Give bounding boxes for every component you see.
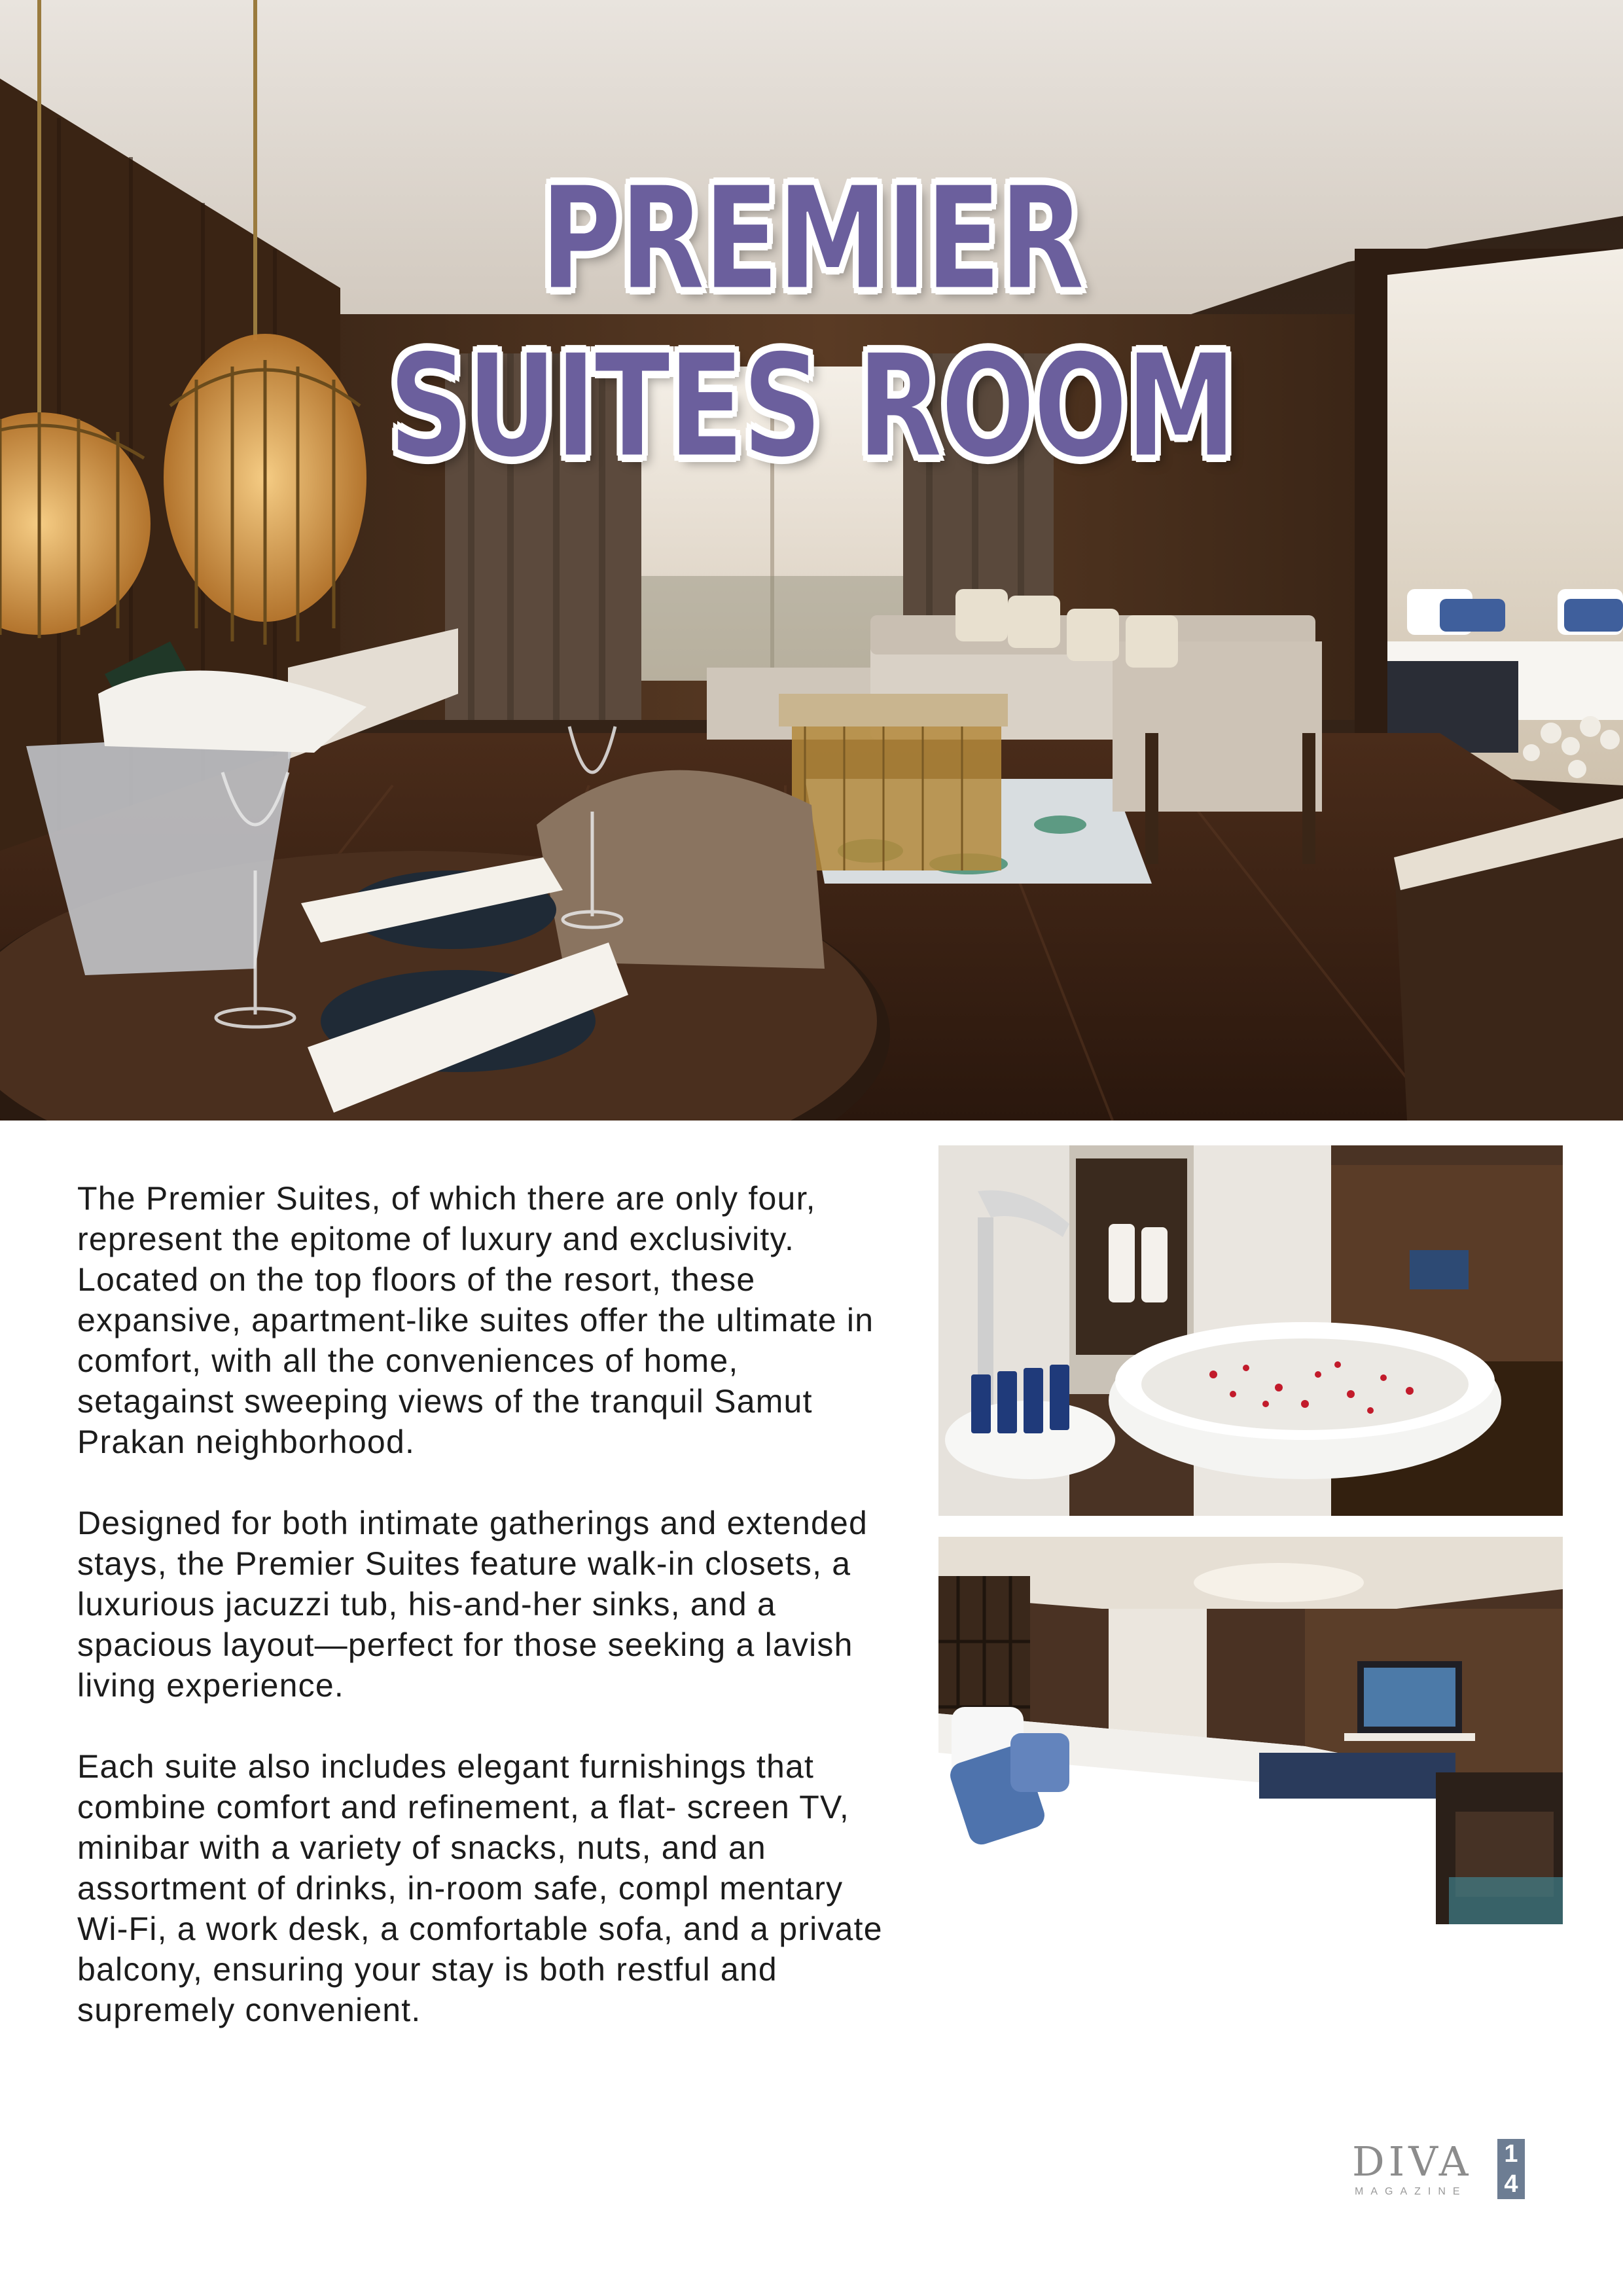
paragraph-amenities: Each suite also includes elegant furnishings that combine comfort and refinement, a flat- screen TV, minibar with a variety of snacks, nuts, and an assortment of drinks, in-room safe, compl mentary Wi-Fi, a work desk, a comfortable sofa, and a private balcony, ensuring your stay is both restful and supremely convenient. bbox=[77, 1748, 883, 2028]
article-body bbox=[77, 1178, 895, 2071]
page-number-digit-1: 1 bbox=[1504, 2140, 1518, 2168]
page-title-line-2: SUITES ROOM bbox=[388, 324, 1235, 490]
hero-photo bbox=[0, 0, 1623, 1121]
paragraph-features: Designed for both intimate gatherings and extended stays, the Premier Suites feature walk-in closets, a luxurious jacuzzi tub, his-and-her sinks, and a spacious layout—perfect for those seeking a lavish living experience. bbox=[77, 1505, 868, 1704]
page-title bbox=[179, 156, 1444, 491]
page-number-digit-2: 4 bbox=[1504, 2170, 1518, 2198]
logo-wordmark: DIVA bbox=[1352, 2138, 1472, 2185]
paragraph-intro: The Premier Suites, of which there are only four, represent the epitome of luxury and exclusivity. Located on the top floors of the resort, these expansive, apartment-like suites offer the ultimate in comfort, with all the conveniences of home, setagainst sweeping views of the tranquil Samut Prakan neighborhood. bbox=[77, 1180, 874, 1460]
diva-magazine-logo bbox=[1352, 2139, 1535, 2202]
page-number-badge bbox=[1497, 2139, 1525, 2199]
bedroom-photo bbox=[938, 1537, 1563, 1924]
logo-subtitle: MAGAZINE bbox=[1355, 2186, 1467, 2197]
page-title-line-1: PREMIER bbox=[540, 156, 1083, 323]
bedroom-illustration bbox=[938, 1537, 1563, 1924]
jacuzzi-photo bbox=[938, 1145, 1563, 1516]
jacuzzi-tub-illustration bbox=[938, 1145, 1563, 1516]
